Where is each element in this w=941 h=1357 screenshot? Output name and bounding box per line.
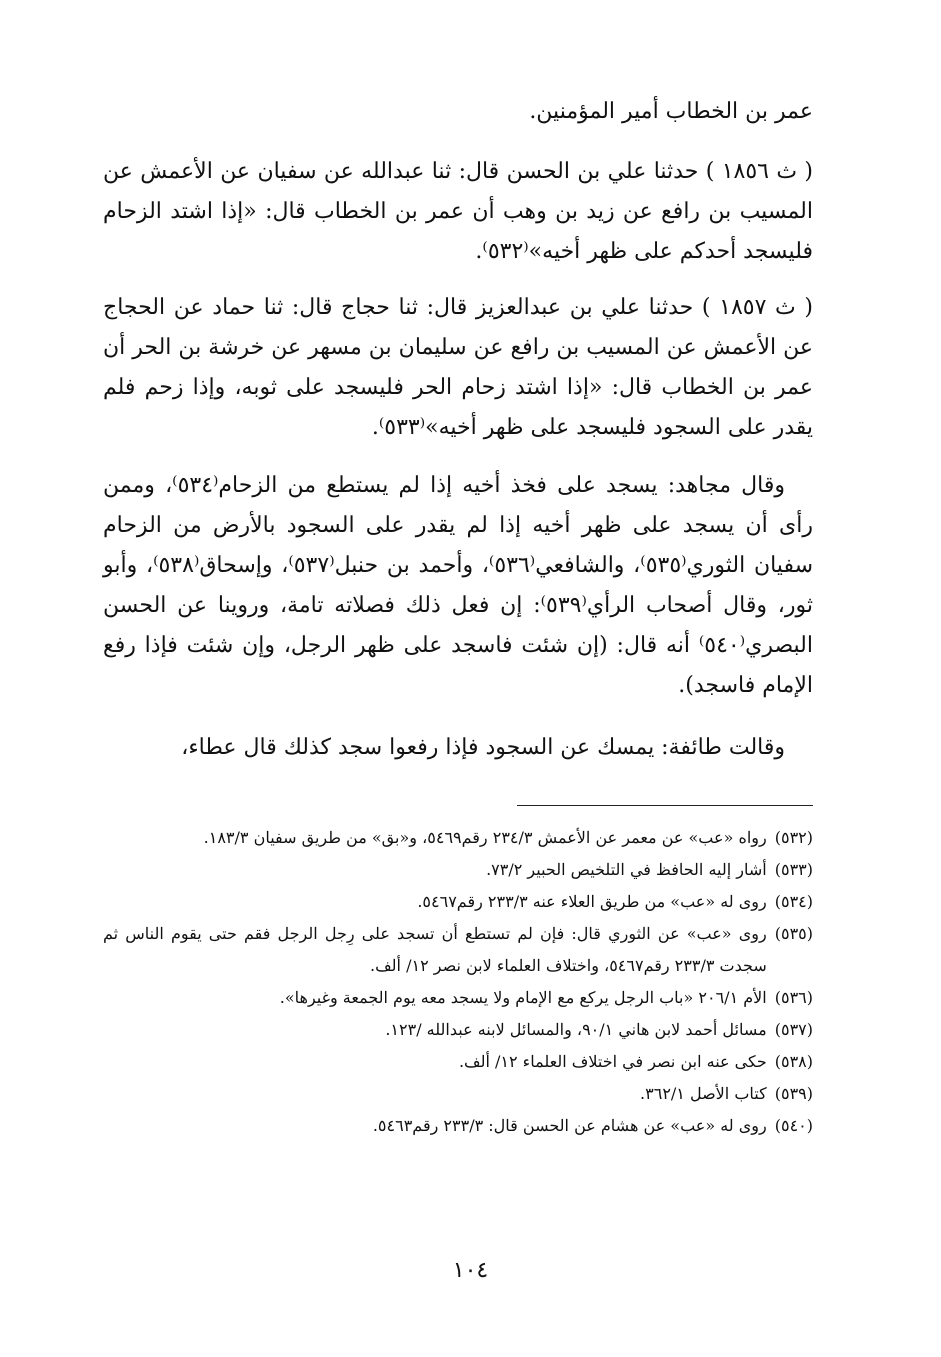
footnote-text: رواه «عب» عن معمر عن الأعمش ٢٣٤/٣ رقم٥٤٦٩، و«بق» من طريق سفيان ١٨٣/٣. <box>203 828 767 847</box>
footnote-text: روى «عب» عن الثوري قال: فإن لم تستطع أن تسجد على رِجل الرجل فقم حتى يقوم الناس ثم سجدت ٢٣٣/٣ رقم٥٤٦٧، واختلاف العلماء لابن نصر ١٢/ ألف. <box>103 924 767 975</box>
paragraph-hadith-1856: ( ث ١٨٥٦ ) حدثنا علي بن الحسن قال: ثنا عبدالله عن سفيان عن الأعمش عن المسيب بن رافع عن زيد بن وهب أن عمر بن الخطاب قال: «إذا اشتد الزحام فليسجد أحدكم على ظهر أخيه»⁽٥٣٢⁾. <box>103 159 814 264</box>
footnote-number: (٥٣٤) <box>774 892 813 911</box>
footnote-number: (٥٣٨) <box>774 1052 813 1071</box>
footnote-number: (٥٣٩) <box>774 1084 813 1103</box>
footnote-text: كتاب الأصل ٣٦٢/١. <box>640 1084 767 1103</box>
footnote-537 <box>103 1014 813 1046</box>
footnote-533 <box>103 854 813 886</box>
footnote-535 <box>103 918 813 982</box>
footnote-number: (٥٣٢) <box>774 828 813 847</box>
footnote-text: أشار إليه الحافظ في التلخيص الحبير ٧٣/٢. <box>486 860 767 879</box>
paragraph-mujahid-opinion: وقال مجاهد: يسجد على فخذ أخيه إذا لم يستطع من الزحام⁽٥٣٤⁾، وممن رأى أن يسجد على ظهر أخيه إذا لم يقدر على السجود بالأرض من الزحام سفيان الثوري⁽٥٣٥⁾، والشافعي⁽٥٣٦⁾، وأحمد بن حنبل⁽٥٣٧⁾، وإسحاق⁽٥٣٨⁾، وأبو ثور، وقال أصحاب الرأي⁽٥٣٩⁾: إن فعل ذلك فصلاته تامة، وروينا عن الحسن البصري⁽٥٤٠⁾ أنه قال: (إن شئت فاسجد على ظهر الرجل، وإن شئت فإذا رفع الإمام فاسجد). <box>103 473 814 698</box>
paragraph-hadith-1857: ( ث ١٨٥٧ ) حدثنا علي بن عبدالعزيز قال: ثنا حجاج قال: ثنا حماد عن الحجاج عن الأعمش عن المسيب بن رافع عن سليمان بن مسهر عن خرشة بن الحر أن عمر بن الخطاب قال: «إذا اشتد زحام الحر فليسجد على ثوبه، وإذا زحم فلم يقدر على السجود فليسجد على ظهر أخيه»⁽٥٣٣⁾. <box>103 295 813 440</box>
footnote-538 <box>103 1046 813 1078</box>
footnote-number: (٥٣٥) <box>774 924 813 943</box>
footnote-536 <box>103 982 813 1014</box>
footnote-number: (٥٣٧) <box>774 1020 813 1039</box>
footnote-divider <box>517 805 813 806</box>
footnote-text: حكى عنه ابن نصر في اختلاف العلماء ١٢/ ألف. <box>458 1052 767 1071</box>
footnote-number: (٥٣٣) <box>774 860 813 879</box>
footnote-532 <box>103 822 813 854</box>
footnote-text: الأم ٢٠٦/١ «باب الرجل يركع مع الإمام ولا يسجد معه يوم الجمعة وغيرها». <box>279 988 767 1007</box>
footnote-text: روى له «عب» عن هشام عن الحسن قال: ٢٣٣/٣ رقم٥٤٦٣. <box>372 1116 767 1135</box>
paragraph-opening-line: عمر بن الخطاب أمير المؤمنين. <box>529 99 813 124</box>
footnote-539 <box>103 1078 813 1110</box>
footnote-534 <box>103 886 813 918</box>
footnote-number: (٥٤٠) <box>774 1116 813 1135</box>
footnotes-section <box>103 822 813 1142</box>
page-number: ١٠٤ <box>452 1258 489 1283</box>
footnote-text: روى له «عب» من طريق العلاء عنه ٢٣٣/٣ رقم٥٤٦٧. <box>417 892 767 911</box>
footnote-540 <box>103 1110 813 1142</box>
paragraph-group-opinion: وقالت طائفة: يمسك عن السجود فإذا رفعوا سجد كذلك قال عطاء، <box>181 735 785 760</box>
footnote-text: مسائل أحمد لابن هاني ٩٠/١، والمسائل لابنه عبدالله /١٢٣. <box>385 1020 767 1039</box>
footnote-number: (٥٣٦) <box>774 988 813 1007</box>
